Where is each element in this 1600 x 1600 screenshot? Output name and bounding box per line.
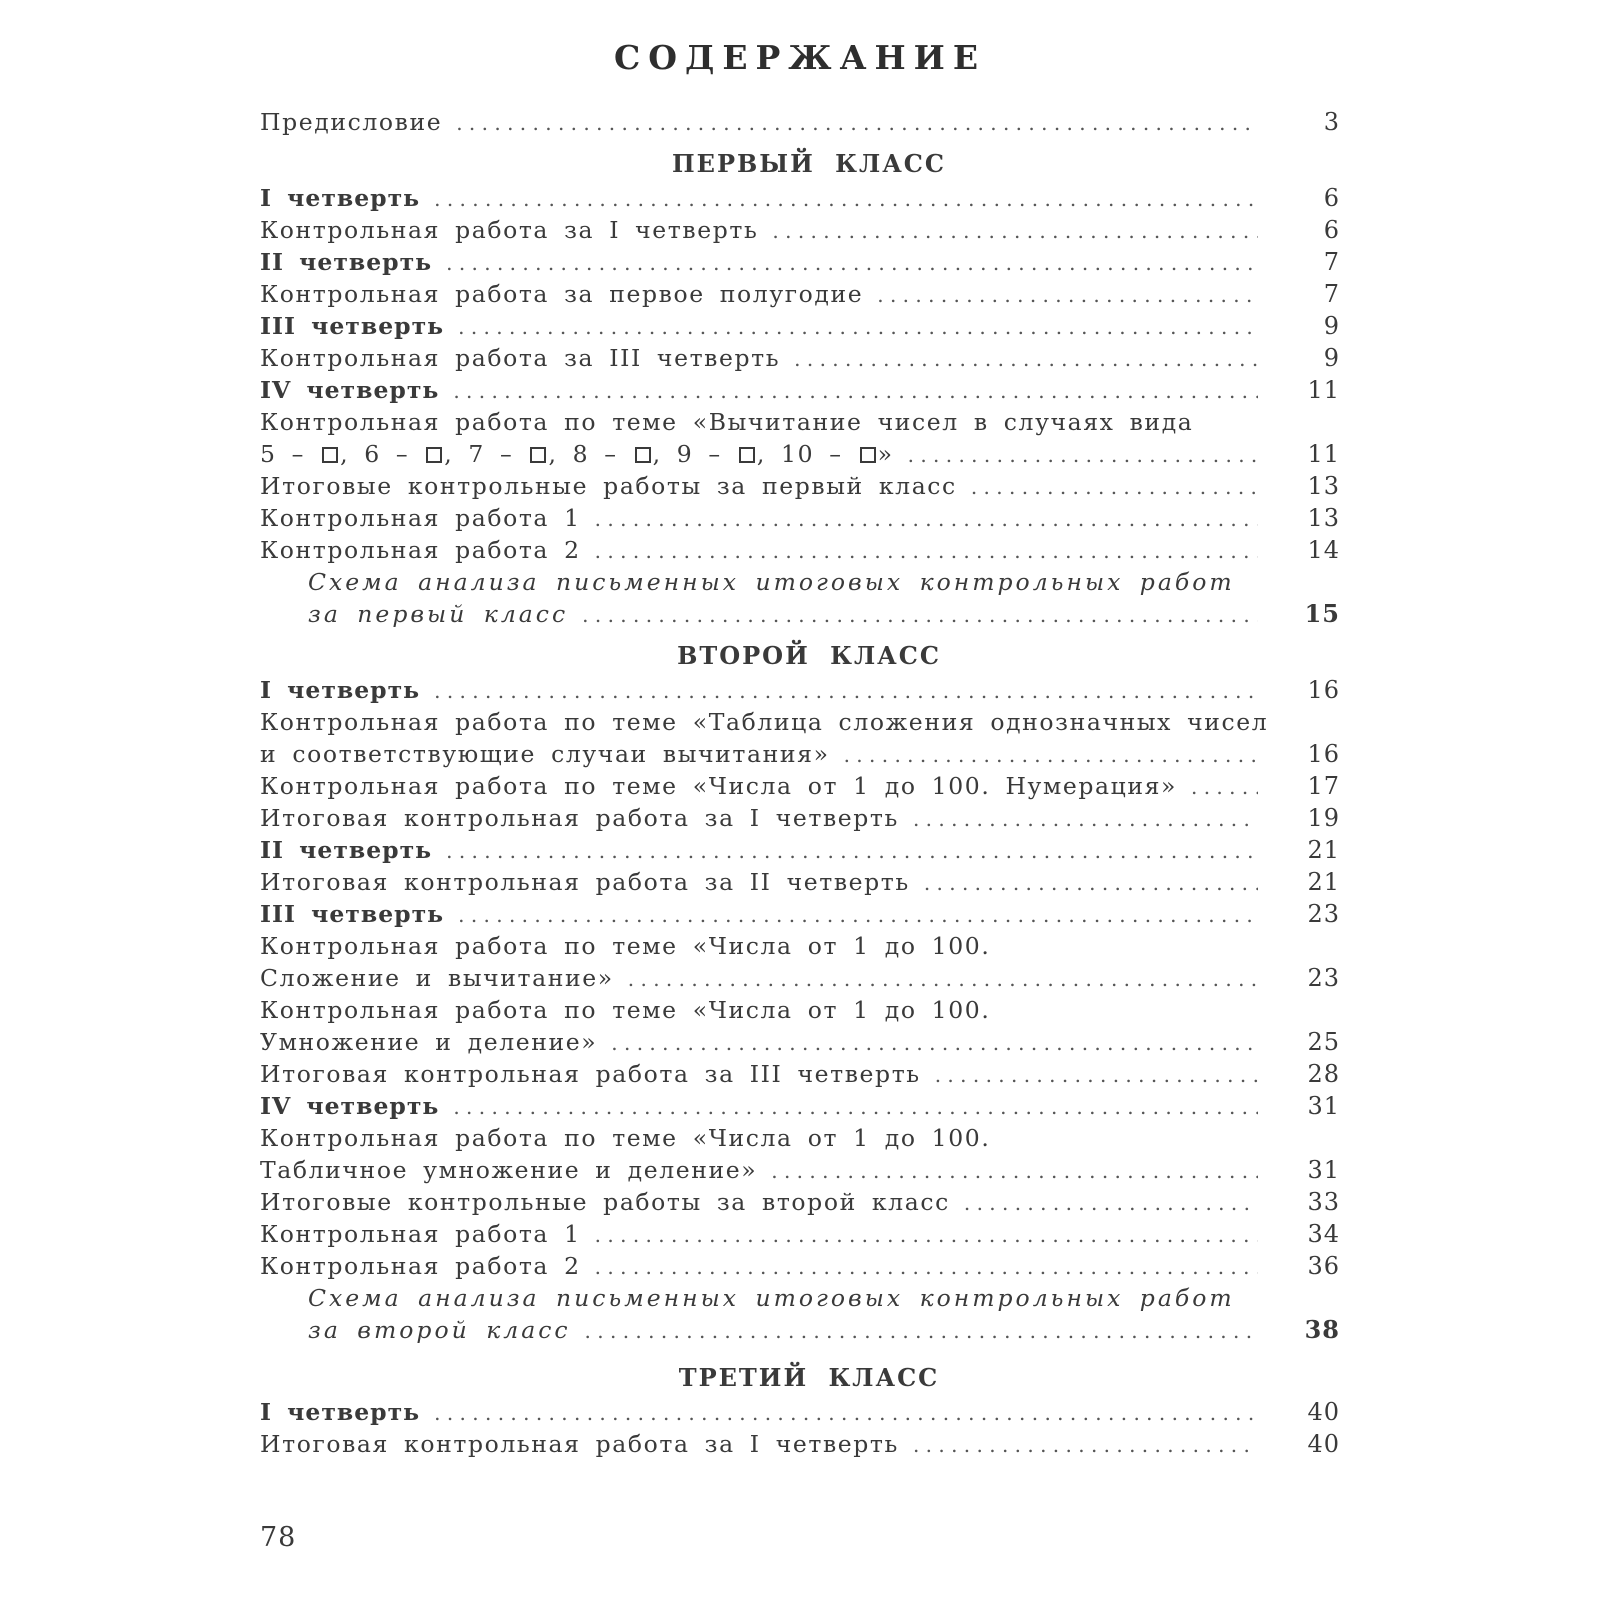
toc-entry-page: 23 (1307, 964, 1340, 992)
toc-entry-label: Контрольная работа за I четверть (260, 216, 759, 244)
toc-entry[interactable] (260, 1428, 1340, 1460)
toc-entry-label: и соответствующие случаи вычитания» (260, 740, 830, 768)
toc-entry-label: Итоговые контрольные работы за второй класс (260, 1188, 950, 1216)
dot-leader (1191, 771, 1258, 803)
toc-entry-page: 23 (1307, 900, 1340, 928)
toc-entry-page: 16 (1307, 740, 1340, 768)
toc-entry-label: Предисловие (260, 108, 443, 136)
toc-entry-label: Итоговая контрольная работа за I четверть (260, 804, 899, 832)
dot-leader (453, 375, 1258, 407)
toc-entry[interactable] (260, 598, 1340, 630)
dot-leader (913, 1429, 1258, 1461)
toc-entry-line[interactable] (260, 930, 1340, 962)
toc-entry-label: II четверть (260, 836, 433, 864)
toc-entry-label: I четверть (260, 184, 421, 212)
toc-entry-line[interactable] (260, 994, 1340, 1026)
toc-entry-label: Контрольная работа за первое полугодие (260, 280, 864, 308)
dot-leader (924, 867, 1258, 899)
toc-entry[interactable] (260, 1314, 1340, 1346)
toc-entry-line[interactable] (260, 706, 1340, 738)
toc-entry-page: 38 (1304, 1315, 1340, 1344)
toc-entry-page: 25 (1307, 1028, 1340, 1056)
section-heading-grade1: ПЕРВЫЙ КЛАСС (672, 149, 946, 178)
toc-entry-label: Контрольная работа за III четверть (260, 344, 781, 372)
toc-entry[interactable] (260, 834, 1340, 866)
dot-leader (458, 899, 1258, 931)
toc-entry-label: Схема анализа письменных итоговых контрольных работ (308, 1284, 1235, 1312)
dot-leader (456, 107, 1258, 139)
dot-leader (585, 1315, 1258, 1347)
dot-leader (434, 1397, 1258, 1429)
toc-entry-label: Итоговая контрольная работа за II четверть (260, 868, 910, 896)
dot-leader (844, 739, 1258, 771)
toc-entry-page: 16 (1307, 676, 1340, 704)
toc-entry[interactable] (260, 342, 1340, 374)
empty-square-symbol (635, 447, 651, 463)
empty-square-symbol (426, 447, 442, 463)
toc-entry-label: Итоговая контрольная работа за III четверть (260, 1060, 921, 1088)
empty-square-symbol (530, 447, 546, 463)
formula-text: » (877, 440, 894, 468)
toc-entry[interactable] (260, 246, 1340, 278)
toc-entry-label: Контрольная работа 2 (260, 536, 581, 564)
toc-entry-page: 14 (1307, 536, 1340, 564)
toc-entry-label: Умножение и деление» (260, 1028, 598, 1056)
toc-entry[interactable] (260, 1090, 1340, 1122)
section-heading-grade2: ВТОРОЙ КЛАСС (677, 641, 941, 670)
section-heading-grade3: ТРЕТИЙ КЛАСС (678, 1363, 940, 1392)
toc-entry-label: Схема анализа письменных итоговых контрольных работ (308, 568, 1235, 596)
dot-leader (446, 835, 1258, 867)
toc-entry-page: 7 (1323, 248, 1340, 276)
toc-entry[interactable] (260, 502, 1340, 534)
toc-entry-page: 19 (1307, 804, 1340, 832)
dot-leader (628, 963, 1258, 995)
toc-entry[interactable] (260, 1396, 1340, 1428)
toc-entry-label: Контрольная работа по теме «Числа от 1 до 100. Нумерация» (260, 772, 1177, 800)
dot-leader (595, 1251, 1258, 1283)
dot-leader (434, 675, 1258, 707)
dot-leader (458, 311, 1258, 343)
page-number: 78 (260, 1522, 297, 1553)
dot-leader (772, 215, 1258, 247)
toc-entry-label: Контрольная работа 2 (260, 1252, 581, 1280)
toc-entry-line[interactable] (260, 1122, 1340, 1154)
toc-entry-label (260, 438, 894, 470)
toc-entry[interactable] (260, 534, 1340, 566)
toc-entry-label: за второй класс (308, 1316, 571, 1344)
toc-entry-label: за первый класс (308, 600, 569, 628)
toc-entry-page: 11 (1307, 440, 1340, 468)
dot-leader (971, 471, 1258, 503)
toc-entry[interactable] (260, 438, 1340, 470)
toc-entry-page: 11 (1307, 376, 1340, 404)
dot-leader (595, 535, 1258, 567)
toc-entry[interactable] (260, 898, 1340, 930)
toc-entry-label: IV четверть (260, 1092, 440, 1120)
toc-entry-page: 33 (1307, 1188, 1340, 1216)
toc-entry[interactable] (260, 674, 1340, 706)
toc-entry-page: 31 (1307, 1156, 1340, 1184)
toc-entry-page: 34 (1307, 1220, 1340, 1248)
toc-entry-label: Контрольная работа по теме «Числа от 1 до 100. (260, 1124, 991, 1152)
formula-text: , 9 – (652, 440, 722, 468)
toc-entry-label: I четверть (260, 1398, 421, 1426)
toc-entry-page: 13 (1307, 472, 1340, 500)
toc-entry[interactable] (260, 1250, 1340, 1282)
formula-text: , 6 – (340, 440, 410, 468)
toc-entry-label: Контрольная работа по теме «Таблица сложения однозначных чисел (260, 708, 1269, 736)
dot-leader (595, 503, 1258, 535)
dot-leader (908, 439, 1258, 471)
empty-square-symbol (322, 447, 338, 463)
dot-leader (877, 279, 1258, 311)
formula-text: , 8 – (548, 440, 618, 468)
toc-entry-label: III четверть (260, 900, 445, 928)
dot-leader (582, 599, 1258, 631)
toc-entry[interactable] (260, 1154, 1340, 1186)
toc-entry-page: 40 (1307, 1430, 1340, 1458)
toc-entry[interactable] (260, 770, 1340, 802)
toc-entry[interactable] (260, 802, 1340, 834)
toc-entry[interactable] (260, 1026, 1340, 1058)
formula-text: 5 – (260, 440, 305, 468)
dot-leader (453, 1091, 1258, 1123)
toc-entry-page: 21 (1307, 868, 1340, 896)
table-of-contents (260, 106, 1340, 1460)
toc-entry-label: Сложение и вычитание» (260, 964, 614, 992)
toc-entry[interactable] (260, 278, 1340, 310)
toc-entry-page: 21 (1307, 836, 1340, 864)
toc-entry[interactable] (260, 310, 1340, 342)
toc-entry[interactable] (260, 1218, 1340, 1250)
toc-entry-page: 3 (1323, 108, 1340, 136)
toc-entry-page: 6 (1323, 216, 1340, 244)
toc-entry-page: 36 (1307, 1252, 1340, 1280)
toc-entry-page: 7 (1323, 280, 1340, 308)
toc-entry-label: Итоговая контрольная работа за I четверть (260, 1430, 899, 1458)
toc-entry-label: Итоговые контрольные работы за первый класс (260, 472, 957, 500)
dot-leader (935, 1059, 1258, 1091)
toc-entry[interactable] (260, 866, 1340, 898)
empty-square-symbol (860, 447, 876, 463)
dot-leader (611, 1027, 1258, 1059)
toc-entry-label: Контрольная работа по теме «Вычитание чисел в случаях вида (260, 408, 1194, 436)
toc-entry-page: 17 (1307, 772, 1340, 800)
toc-entry[interactable] (260, 1186, 1340, 1218)
formula-text: , 10 – (756, 440, 843, 468)
dot-leader (913, 803, 1258, 835)
toc-entry-label: Контрольная работа по теме «Числа от 1 до 100. (260, 932, 991, 960)
toc-entry-page: 9 (1323, 344, 1340, 372)
empty-square-symbol (739, 447, 755, 463)
toc-entry-label: Контрольная работа 1 (260, 1220, 581, 1248)
toc-entry-label: Табличное умножение и деление» (260, 1156, 758, 1184)
dot-leader (595, 1219, 1258, 1251)
toc-entry-page: 28 (1307, 1060, 1340, 1088)
page-title: СОДЕРЖАНИЕ (613, 38, 986, 77)
toc-entry-line[interactable] (260, 1282, 1340, 1314)
dot-leader (771, 1155, 1258, 1187)
toc-entry-page: 15 (1304, 599, 1340, 628)
toc-entry-page: 40 (1307, 1398, 1340, 1426)
toc-entry-preface[interactable] (260, 106, 1340, 138)
toc-entry-label: III четверть (260, 312, 445, 340)
toc-entry-page: 13 (1307, 504, 1340, 532)
toc-entry-line[interactable] (260, 566, 1340, 598)
formula-text: , 7 – (444, 440, 514, 468)
toc-entry[interactable] (260, 738, 1340, 770)
toc-entry[interactable] (260, 214, 1340, 246)
toc-entry[interactable] (260, 182, 1340, 214)
dot-leader (446, 247, 1258, 279)
toc-entry-label: II четверть (260, 248, 433, 276)
toc-entry-page: 31 (1307, 1092, 1340, 1120)
toc-entry[interactable] (260, 374, 1340, 406)
toc-entry-line[interactable] (260, 406, 1340, 438)
toc-entry[interactable] (260, 962, 1340, 994)
toc-entry-label: Контрольная работа по теме «Числа от 1 до 100. (260, 996, 991, 1024)
toc-entry[interactable] (260, 1058, 1340, 1090)
toc-entry-label: IV четверть (260, 376, 440, 404)
toc-entry-label: Контрольная работа 1 (260, 504, 581, 532)
toc-entry-label: I четверть (260, 676, 421, 704)
toc-entry-page: 9 (1323, 312, 1340, 340)
dot-leader (434, 183, 1258, 215)
dot-leader (964, 1187, 1258, 1219)
toc-entry-page: 6 (1323, 184, 1340, 212)
dot-leader (794, 343, 1258, 375)
toc-entry[interactable] (260, 470, 1340, 502)
